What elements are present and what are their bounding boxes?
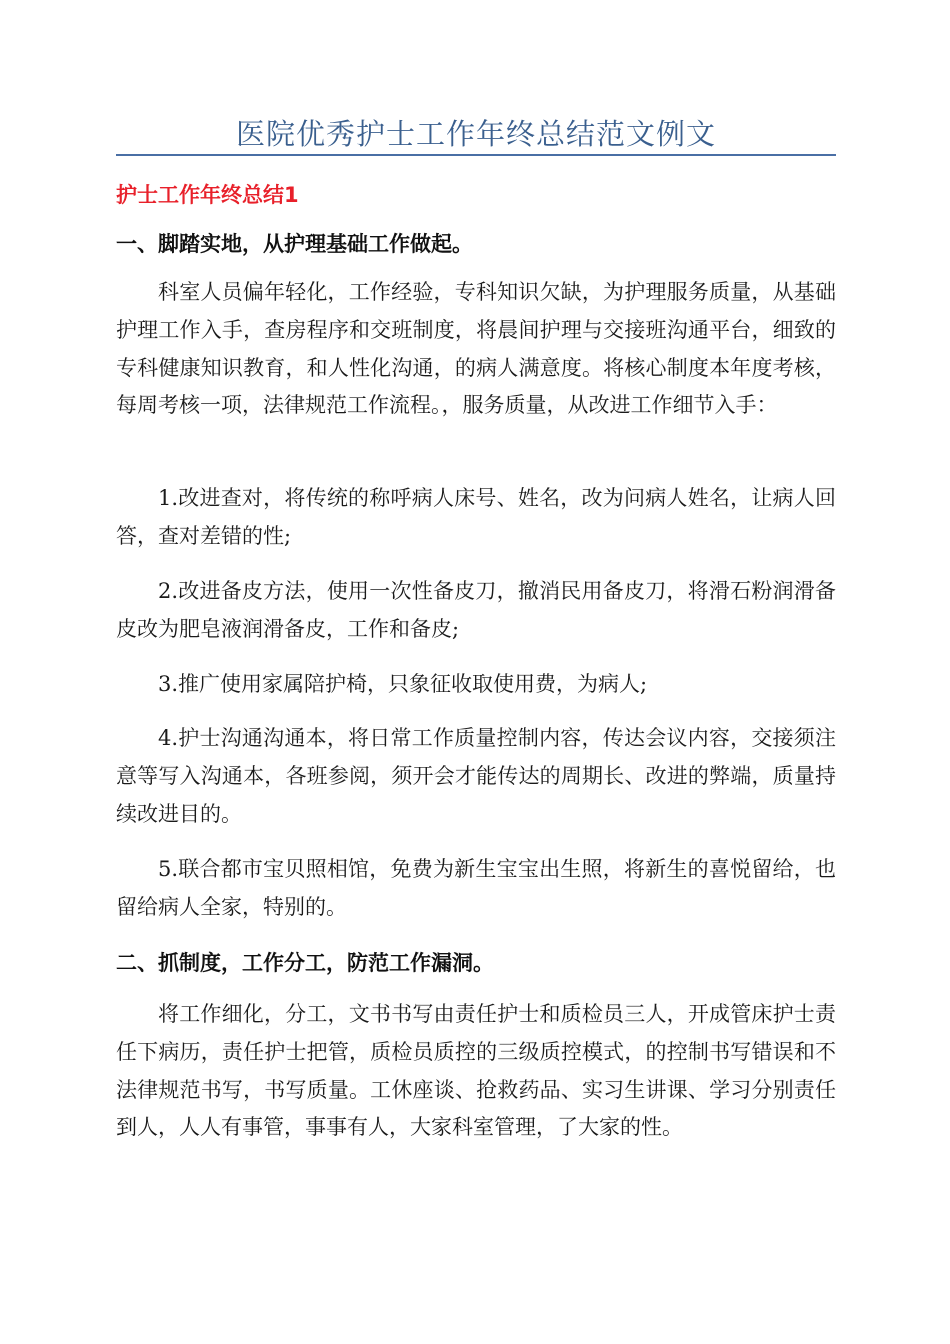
paragraph-section-2: 将工作细化，分工，文书书写由责任护士和质检员三人，开成管床护士责任下病历，责任护士把管，质检员质控的三级质控模式，的控制书写错误和不法律规范书写，书写质量。工休座谈、抢救药品、实习生讲课、学习分别责任到人，人人有事管，事事有人，大家科室管理，了大家的性。 xyxy=(116,1002,836,1140)
paragraph-item-4: 4.护士沟通沟通本，将日常工作质量控制内容，传达会议内容，交接须注意等写入沟通本，各班参阅，须开会才能传达的周期长、改进的弊端，质量持续改进目的。 xyxy=(116,726,836,826)
document-title: 医院优秀护士工作年终总结范文例文 xyxy=(235,117,716,151)
subheading-2: 二、抓制度，工作分工，防范工作漏洞。 xyxy=(116,951,494,975)
section-heading: 护士工作年终总结1 xyxy=(116,183,299,207)
paragraph-item-5: 5.联合都市宝贝照相馆，免费为新生宝宝出生照，将新生的喜悦留给，也留给病人全家，特别的。 xyxy=(116,857,836,919)
paragraph-intro: 科室人员偏年轻化，工作经验，专科知识欠缺，为护理服务质量，从基础护理工作入手，查房程序和交班制度，将晨间护理与交接班沟通平台，细致的专科健康知识教育，和人性化沟通，的病人满意度。将核心制度本年度考核，每周考核一项，法律规范工作流程。，服务质量，从改进工作细节入手： xyxy=(116,280,836,418)
title-underline-rule xyxy=(116,154,836,156)
paragraph-item-1: 1.改进查对，将传统的称呼病人床号、姓名，改为问病人姓名，让病人回答，查对差错的性; xyxy=(116,486,836,548)
paragraph-item-2: 2.改进备皮方法，使用一次性备皮刀，撤消民用备皮刀，将滑石粉润滑备皮改为肥皂液润滑备皮，工作和备皮; xyxy=(116,579,836,641)
paragraph-item-3: 3.推广使用家属陪护椅，只象征收取使用费，为病人; xyxy=(158,672,648,696)
subheading-1: 一、脚踏实地，从护理基础工作做起。 xyxy=(116,232,473,256)
